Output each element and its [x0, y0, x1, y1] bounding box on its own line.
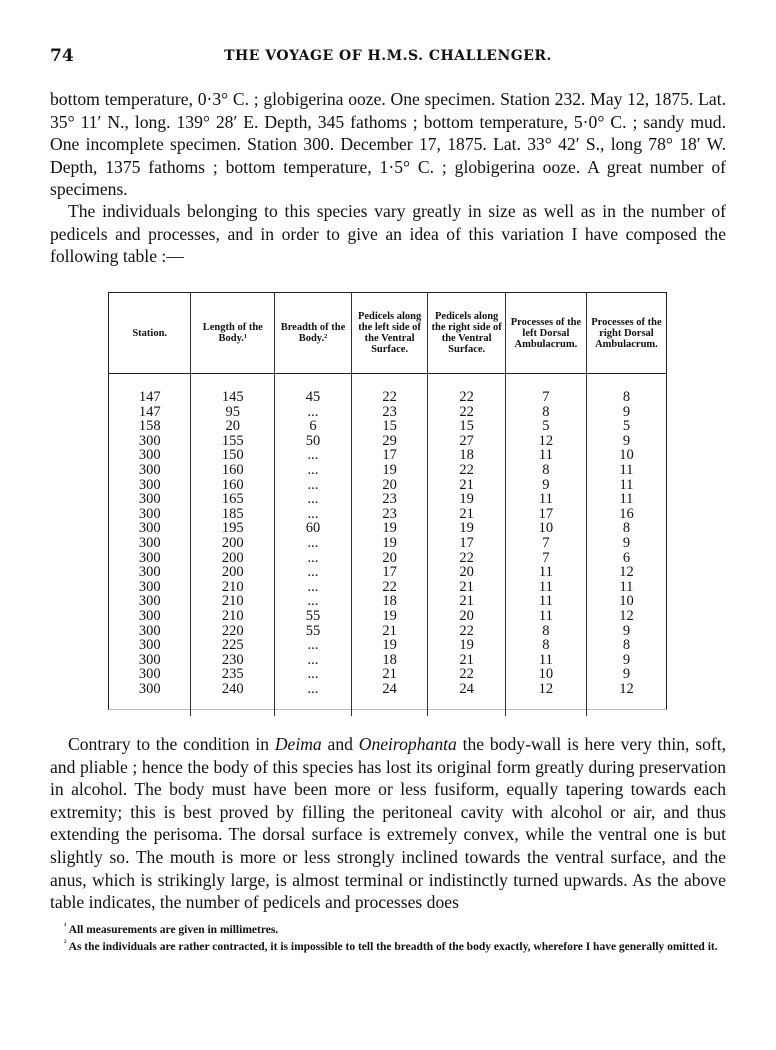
table-cell: 158 [138, 418, 161, 435]
table-cell: 300 [138, 622, 161, 639]
table-cell: 29 [351, 434, 428, 449]
table-cell: 23 [351, 507, 428, 522]
table-row [109, 565, 666, 580]
table-cell: 185 [191, 507, 275, 522]
table-row [109, 374, 666, 405]
table-row [109, 405, 666, 420]
table-cell: 210 [191, 580, 275, 595]
table-cell: 21 [351, 624, 428, 639]
table-cell: 300 [138, 680, 161, 697]
table-cell: 24 [428, 682, 506, 717]
table-cell: 55 [275, 609, 352, 624]
table-cell: 19 [428, 521, 506, 536]
table-cell: 8 [586, 374, 666, 405]
table-cell: 19 [428, 492, 506, 507]
table-cell: 23 [351, 492, 428, 507]
table-cell: ... [275, 551, 352, 566]
table-cell: ... [275, 653, 352, 668]
table-cell: 8 [586, 521, 666, 536]
table-cell: 7 [505, 536, 586, 551]
genus-name: Deima [274, 734, 322, 754]
table-cell: 60 [275, 521, 352, 536]
table-cell: 19 [428, 638, 506, 653]
table-cell: 22 [428, 667, 506, 682]
table-cell: 21 [428, 507, 506, 522]
footnote-text: All measurements are given in millimetres. [68, 923, 279, 936]
footnote-text: As the individuals are rather contracted, it is impossible to tell the breadth of the body exactly, wherefore I have generally omitted it. [68, 940, 718, 953]
table-cell: 20 [351, 551, 428, 566]
table-cell: 20 [428, 609, 506, 624]
table-cell: ... [275, 405, 352, 420]
table-header-row [109, 293, 666, 374]
table-cell: 21 [428, 594, 506, 609]
table-cell: 6 [275, 419, 352, 434]
table-cell: 220 [191, 624, 275, 639]
table-row [109, 609, 666, 624]
table-cell: 18 [351, 594, 428, 609]
table-cell: 210 [191, 609, 275, 624]
table-cell: 27 [428, 434, 506, 449]
table-cell: 9 [586, 667, 666, 682]
table-cell: ... [275, 478, 352, 493]
table-cell: 15 [428, 419, 506, 434]
table-cell: 200 [191, 536, 275, 551]
table-cell: 8 [505, 624, 586, 639]
table-cell: 11 [586, 580, 666, 595]
table-cell: 8 [505, 405, 586, 420]
table-cell: 10 [586, 448, 666, 463]
table-cell: 300 [138, 549, 161, 566]
table-cell: 8 [505, 463, 586, 478]
table-row [109, 580, 666, 595]
table-cell: 300 [138, 505, 161, 522]
table-cell: 21 [428, 653, 506, 668]
table-cell: 300 [138, 520, 161, 537]
table-cell: 22 [428, 551, 506, 566]
table-cell: 19 [351, 638, 428, 653]
table-cell: 21 [351, 667, 428, 682]
column-header: Processes of the left Dorsal Ambulacrum. [505, 293, 586, 374]
table-cell: 165 [191, 492, 275, 507]
table-cell: ... [275, 594, 352, 609]
table-cell: 7 [505, 551, 586, 566]
table-cell: ... [275, 580, 352, 595]
table-cell: 11 [505, 448, 586, 463]
table-row [109, 463, 666, 478]
table-cell: 24 [351, 682, 428, 717]
table-cell: 300 [138, 637, 161, 654]
page-header [50, 46, 726, 68]
table-row [109, 419, 666, 434]
table-cell: 11 [586, 478, 666, 493]
table-cell: 9 [586, 434, 666, 449]
table-cell: 11 [586, 492, 666, 507]
table-body [109, 374, 666, 717]
table-cell: 300 [138, 651, 161, 668]
table-cell: 11 [505, 580, 586, 595]
table-cell: 300 [138, 666, 161, 683]
paragraph-1: bottom temperature, 0·3° C. ; globigerina ooze. One specimen. Station 232. May 12, 1875. Lat. 35° 11′ N., long. 139° 28′ E. Depth, 345 fathoms ; bottom temperature, 5·0° C. ; sandy mud. One incomplete specimen. Station 300. December 17, 1875. Lat. 33° 42′ S., long 78° 18′ W. Depth, 1375 fathoms ; bottom temperature, 1·5° C. ; globigerina ooze. A great number of specimens. [50, 89, 726, 200]
table-cell: 5 [505, 419, 586, 434]
table-cell: 11 [505, 609, 586, 624]
table-cell: 300 [138, 432, 161, 449]
table-row [109, 682, 666, 717]
table-cell: 300 [138, 447, 161, 464]
table-cell: 10 [505, 667, 586, 682]
table-cell: 15 [351, 419, 428, 434]
table-row [109, 551, 666, 566]
table-cell: 20 [191, 419, 275, 434]
table-row [109, 624, 666, 639]
table-cell: 300 [138, 593, 161, 610]
text-segment: and [321, 734, 359, 754]
table-cell: 10 [505, 521, 586, 536]
paragraph-2: The individuals belonging to this species vary greatly in size as well as in the number of pedicels and processes, and in order to give an idea of this variation I have composed the following table :— [50, 201, 726, 267]
table-row [109, 653, 666, 668]
table-row [109, 434, 666, 449]
table-cell: 12 [586, 565, 666, 580]
table-cell: ... [275, 565, 352, 580]
table-cell: 22 [428, 374, 506, 405]
table-cell: 22 [351, 580, 428, 595]
table-cell: 12 [505, 434, 586, 449]
table-cell: ... [275, 448, 352, 463]
table-row [109, 667, 666, 682]
table-cell: 20 [428, 565, 506, 580]
table-cell: 9 [505, 478, 586, 493]
table-cell: ... [275, 638, 352, 653]
table-cell: 210 [191, 594, 275, 609]
footnote-mark: ¹ [64, 921, 67, 930]
table-cell: 300 [138, 491, 161, 508]
table-cell: 12 [586, 682, 666, 717]
table-cell: 9 [586, 405, 666, 420]
table-cell: 17 [505, 507, 586, 522]
table-cell: 6 [586, 551, 666, 566]
table-cell: ... [275, 682, 352, 717]
table-cell: 22 [428, 463, 506, 478]
column-header: Processes of the right Dorsal Ambulacrum. [586, 293, 666, 374]
table-row [109, 507, 666, 522]
table-cell: 17 [351, 448, 428, 463]
table-cell: 195 [191, 521, 275, 536]
table-cell: 19 [351, 609, 428, 624]
column-header: Pedicels along the right side of the Ventral Surface. [428, 293, 506, 374]
footnote-mark: ² [64, 938, 67, 947]
table-cell: 7 [505, 374, 586, 405]
table-row [109, 594, 666, 609]
table-cell: 145 [191, 374, 275, 405]
running-title: THE VOYAGE OF H.M.S. CHALLENGER. [224, 48, 552, 64]
table-cell: 155 [191, 434, 275, 449]
column-header: Station. [109, 293, 191, 374]
table-cell: 230 [191, 653, 275, 668]
column-header: Pedicels along the left side of the Ventral Surface. [351, 293, 428, 374]
table-row [109, 536, 666, 551]
table-cell: 9 [586, 653, 666, 668]
table-cell: ... [275, 507, 352, 522]
table-cell: 23 [351, 405, 428, 420]
table-row [109, 638, 666, 653]
table-cell: 9 [586, 536, 666, 551]
table-cell: 300 [138, 578, 161, 595]
table-cell: 10 [586, 594, 666, 609]
table-cell: ... [275, 492, 352, 507]
table-cell: 21 [428, 478, 506, 493]
text-segment: the body-wall is here very thin, soft, and pliable ; hence the body of this species has lost its original form greatly during preservation in alcohol. The body must have been more or less fusiform, equally tapering towards each extremity; this is best proved by filling the peritoneal cavity with alcohol or air, and thus extending the perisoma. The dorsal surface is extremely convex, while the ventral one is but slightly so. The mouth is more or less strongly inclined towards the ventral surface, and the anus, which is strikingly large, is almost terminal or indistinctly turned upwards. As the above table indicates, the number of pedicels and processes does [50, 734, 727, 913]
table-cell: 17 [351, 565, 428, 580]
table-cell: 16 [586, 507, 666, 522]
column-header: Length of the Body.¹ [191, 293, 275, 374]
table-cell: 19 [351, 463, 428, 478]
paragraph-3 [50, 733, 726, 914]
table-cell: 17 [428, 536, 506, 551]
genus-name: Oneirophanta [358, 734, 457, 754]
table-row [109, 478, 666, 493]
table-cell: 300 [138, 564, 161, 581]
table-cell: 147 [138, 403, 161, 420]
table-cell: 9 [586, 624, 666, 639]
table-cell: 8 [586, 638, 666, 653]
table-cell: 95 [191, 405, 275, 420]
table-cell: 50 [275, 434, 352, 449]
table-cell: ... [275, 536, 352, 551]
table-cell: 22 [351, 374, 428, 405]
page-number: 74 [50, 46, 74, 66]
table-row [109, 492, 666, 507]
table-cell: 12 [586, 609, 666, 624]
variation-table [108, 292, 667, 710]
table-cell: 300 [138, 534, 161, 551]
table-cell: 8 [505, 638, 586, 653]
table-cell: 5 [586, 419, 666, 434]
table-cell: 11 [505, 653, 586, 668]
table-cell: 18 [428, 448, 506, 463]
table-cell: 225 [191, 638, 275, 653]
table-cell: 12 [505, 682, 586, 717]
table-cell: 22 [428, 405, 506, 420]
table-cell: 200 [191, 565, 275, 580]
table-cell: 240 [191, 682, 275, 717]
table-cell: 147 [138, 389, 161, 405]
column-header: Breadth of the Body.² [275, 293, 352, 374]
table-cell: ... [275, 463, 352, 478]
table-cell: 11 [586, 463, 666, 478]
table-cell: 45 [275, 374, 352, 405]
table-cell: 200 [191, 551, 275, 566]
table-cell: 300 [138, 476, 161, 493]
table-cell: 19 [351, 521, 428, 536]
table-cell: 11 [505, 565, 586, 580]
table-cell: 11 [505, 594, 586, 609]
table-cell: 300 [138, 461, 161, 478]
table-cell: 160 [191, 463, 275, 478]
table-cell: 20 [351, 478, 428, 493]
footnote-2 [50, 934, 726, 956]
table-cell: 235 [191, 667, 275, 682]
table-cell: 300 [138, 607, 161, 624]
table-cell: 19 [351, 536, 428, 551]
table-cell: ... [275, 667, 352, 682]
table-cell: 22 [428, 624, 506, 639]
table-cell: 55 [275, 624, 352, 639]
table-cell: 21 [428, 580, 506, 595]
table-cell: 160 [191, 478, 275, 493]
text-segment: Contrary to the condition in [68, 734, 275, 754]
table-row [109, 521, 666, 536]
table-row [109, 448, 666, 463]
table-cell: 11 [505, 492, 586, 507]
table-cell: 150 [191, 448, 275, 463]
table-cell: 18 [351, 653, 428, 668]
